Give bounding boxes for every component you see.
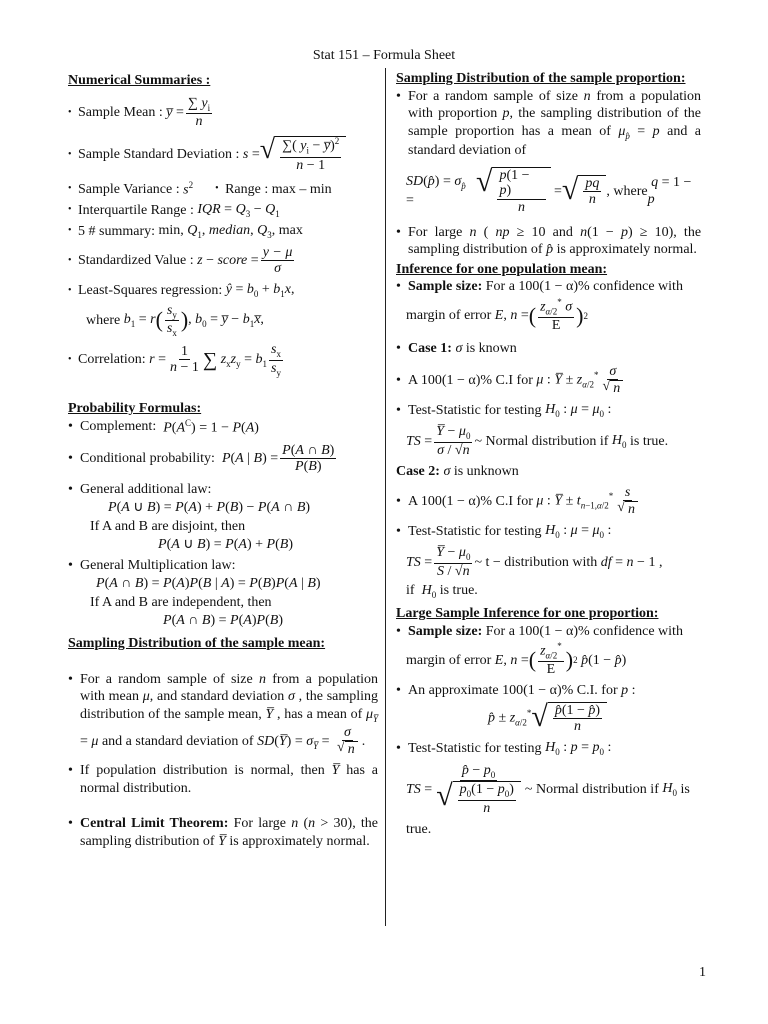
case2-line: Case 2: σ is unknown: [396, 464, 519, 480]
sampling-prop-heading: Sampling Distribution of the sample proportion:: [396, 71, 686, 86]
case2-text: is unknown: [453, 464, 519, 480]
range-label: Range : max – min: [225, 181, 332, 197]
variance-label: Sample Variance :: [78, 181, 180, 197]
lp-ts-formula: TS = p̂ − $p_0$ √ $\frac{p_0(1 - p_0)}{n}$ ~ Normal distribution if $H_0$ is: [406, 762, 690, 816]
ln-text-a: For large: [408, 224, 463, 240]
independent-text: If A and B are independent, then: [90, 595, 272, 611]
lp-ci-line: • An approximate 100(1 − α)% C.I. for p :: [396, 683, 636, 699]
np-text-b: has a normal distribution.: [80, 763, 378, 796]
case1-normal-text: ~ Normal distribution if: [474, 434, 609, 450]
case1-ts-formula: TS = $\frac{Y̅ - \mu_0}{\sigma / √n}$ ~ Normal distribution if $H_0$ is true.: [406, 424, 669, 459]
sp-text-b: from a population with proportion: [408, 88, 702, 121]
page-title: Stat 151 – Formula Sheet: [312, 48, 456, 63]
sp-text-a: For a random sample of size: [408, 88, 578, 104]
sp-text-d: and a standard deviation of: [408, 123, 701, 158]
clt-text-c: is approximately normal.: [229, 833, 370, 849]
case2-ts-text: Test-Statistic for testing: [408, 523, 542, 539]
page-number: 1: [699, 965, 706, 980]
additional-line: • General additional law:: [68, 482, 212, 498]
left-column: [68, 70, 378, 850]
ln-text-b: and: [552, 224, 573, 240]
independent-formula: P(A ∩ B) = P(A)P(B): [163, 612, 283, 628]
right-column: [396, 70, 701, 838]
ln-text-c: ), the sampling distribution of: [408, 224, 702, 258]
clt-para: • Central Limit Theorem: For large n (n > 30), the sampling distribution of Y̅ is approximately normal.: [68, 816, 379, 849]
case2-if-line: if $H_0$ is true.: [406, 582, 478, 600]
case1-line: • Case 1: σ is known: [396, 341, 517, 357]
lp-size-label: Sample size:: [408, 623, 483, 639]
case1-label: Case 1:: [408, 341, 452, 357]
lp-is-text: is: [680, 781, 690, 797]
probability-heading: Probability Formulas:: [68, 401, 202, 417]
im-margin-line: margin of error E, n = ( $\frac{z_{\alpha/2}^* \sigma}{E}$ ) 2: [406, 296, 588, 334]
five-number-line: • 5 # summary: min, $Q_1$, median, $Q_3$, max: [68, 222, 303, 240]
where-b-line: where $b_1 = r$ ( $\frac{s_y}{s_x}$ ) , $b_0$ = y̅ − $b_1x̅$,: [86, 302, 264, 338]
multiplication-line: • General Multiplication law:: [68, 558, 236, 574]
complement-line: • Complement: $P(A^C) = 1 - P(A)$: [68, 417, 259, 436]
sample-mean-label: Sample Mean: [78, 105, 156, 121]
case2-is-true: is true.: [439, 582, 478, 598]
five-number-label: 5 # summary:: [78, 223, 155, 239]
large-n-para: • For large n ( np ≥ 10 and n(1 − p) ≥ 10), the sampling distribution of p̂ is approximately normal.: [396, 224, 702, 258]
standardized-label: Standardized Value :: [78, 253, 194, 269]
case2-ci-line: • A 100(1 − α)% C.I for μ : Y̅ ± $t_{n-1,\alpha/2}^*$ s √ n: [396, 485, 701, 518]
im-sample-size-line: • Sample size: For a 100(1 − α)% confidence with: [396, 279, 683, 295]
where-label: where: [86, 312, 121, 328]
additional-formula: P(A ∪ B) = P(A) + P(B) − P(A ∩ B): [108, 499, 311, 515]
lsr-line: • Least-Squares regression: ŷ = $b_0 + b_1x$,: [68, 282, 295, 300]
standardized-line: • Standardized Value : z − score = $\frac{y - \mu}{\sigma}$: [68, 244, 293, 277]
im-size-text: For a 100(1 − α)% confidence with: [485, 279, 683, 295]
variance-range-line: • Sample Variance : $s^2$ • Range : max – min: [68, 179, 332, 198]
sm-text-f: and a standard deviation of: [101, 733, 254, 749]
ln-text-d: is approximately normal.: [556, 242, 697, 258]
multiplication-formula: P(A ∩ B) = P(A)P(B | A) = P(B)P(A | B): [96, 575, 321, 591]
case2-t-text: ~ t − distribution with: [474, 554, 598, 570]
sample-mean-line: • Sample Mean : y̅ = $\frac{\sum y_i}{n}$: [68, 95, 211, 130]
lp-ci-text: An approximate 100(1 − α)% C.I. for: [408, 683, 618, 699]
case1-text: is known: [465, 341, 517, 357]
sm-text-e: , has a mean of: [276, 706, 363, 722]
lsr-label: Least-Squares regression:: [78, 283, 223, 299]
sampling-mean-para: • For a random sample of size n from a population with mean μ, and standard deviation σ , the sampling distribution of the sample mean, Y̅ , has a mean of $\mu_{Y̅} = \mu$ and a standard deviation of SD(Y̅) = $\sigma_{Y̅}$ = σ √ n .: [68, 671, 379, 758]
disjoint-text: If A and B are disjoint, then: [90, 519, 246, 535]
lp-ts-text: Test-Statistic for testing: [408, 741, 542, 757]
disjoint-formula: P(A ∪ B) = P(A) + P(B): [158, 536, 293, 552]
complement-label: Complement:: [80, 419, 157, 435]
lp-true-text: true.: [406, 821, 432, 837]
lp-normal-text: ~ Normal distribution if: [524, 781, 659, 797]
inference-mean-heading: Inference for one population mean:: [396, 261, 608, 277]
case1-ts-line: • Test-Statistic for testing $H_0$ : $\mu = \mu_0$ :: [396, 402, 612, 420]
iqr-line: • Interquartile Range : IQR = $Q_3 - Q_1$: [68, 201, 280, 219]
column-divider: [385, 68, 386, 926]
lp-margin-line: margin of error E, n = ( $\frac{z_{\alpha/2}^*}{E}$ ) 2 p̂(1 − p̂): [406, 641, 627, 678]
case1-ci-text: A 100(1 − α)% C.I for: [408, 372, 533, 388]
sample-sd-line: • Sample Standard Deviation : s = √ $\frac{\sum( y_i - y̅)^2}{n - 1}$: [68, 136, 378, 173]
sp-text-c: , the sampling distribution of the sample proportion has a mean of: [408, 106, 701, 139]
lp-margin-text: margin of error: [406, 652, 492, 668]
sm-text-c: , and standard deviation: [149, 689, 285, 705]
sample-sd-label: Sample Standard Deviation :: [78, 147, 240, 163]
lp-ts-line: • Test-Statistic for testing $H_0$ : $p = p_0$ :: [396, 740, 612, 758]
sampling-mean-heading: Sampling Distribution of the sample mean:: [68, 636, 326, 652]
multiplication-label: General Multiplication law:: [80, 558, 236, 574]
case2-ts-formula: TS = $\frac{Y̅ - \mu_0}{S / √n}$ ~ t − distribution with df = n − 1 ,: [406, 545, 663, 579]
where-q-label: where: [613, 183, 648, 199]
lp-ci-formula: p̂ ± $z_{\alpha/2}^*$ √ $\frac{p̂(1 - p̂)}{n}$: [396, 702, 701, 735]
im-margin-text: margin of error: [406, 308, 492, 324]
case2-if-text: if: [406, 582, 415, 598]
im-size-label: Sample size:: [408, 279, 483, 295]
large-prop-heading: Large Sample Inference for one proportion:: [396, 606, 659, 622]
sm-text-b: from a population with mean: [80, 671, 379, 705]
sm-text-d: , the sampling distribution of the sample mean,: [80, 689, 379, 722]
numerical-summaries-heading: Numerical Summaries :: [68, 73, 211, 88]
correlation-label: Correlation:: [78, 352, 146, 368]
sd-phat-formula: SD(p̂) = $\sigma_{p̂}$ = √ $\frac{p(1 - p)}{n}$ = √ $\frac{pq}{n}$ , where q = 1 − p: [406, 165, 692, 215]
iqr-label: Interquartile Range :: [78, 202, 194, 218]
case1-ts-text: Test-Statistic for testing: [408, 403, 542, 419]
case1-is-true: is true.: [630, 434, 669, 450]
case2-label: Case 2:: [396, 464, 440, 480]
clt-text-b: , the sampling distribution of: [80, 816, 379, 849]
conditional-line: • Conditional probability: P(A | B) = $\frac{P(A \cap B)}{P(B)}$: [68, 442, 335, 475]
conditional-label: Conditional probability:: [80, 451, 215, 467]
lp-size-text: For a 100(1 − α)% confidence with: [485, 623, 683, 639]
additional-label: General additional law:: [80, 482, 212, 498]
case2-ts-line: • Test-Statistic for testing $H_0$ : $\mu = \mu_0$ :: [396, 523, 612, 540]
sm-text-a: For a random sample of size: [80, 671, 253, 687]
np-text-a: If population distribution is normal, then: [80, 763, 325, 779]
case2-ci-text: A 100(1 − α)% C.I for: [408, 493, 533, 509]
sampling-prop-para: • For a random sample of size n from a population with proportion p, the sampling distribution of the sample proportion has a mean of $\mu_{p̂} = p$ and a standard deviation of: [396, 88, 702, 158]
lp-sample-size-line: • Sample size: For a 100(1 − α)% confidence with: [396, 623, 683, 639]
clt-label: Central Limit Theorem:: [80, 816, 229, 832]
clt-text-a: For large: [233, 816, 287, 832]
case1-ci-line: • A 100(1 − α)% C.I for μ : Y̅ ± $z_{\alpha/2}^*$ σ √ n: [396, 364, 701, 397]
normal-population-para: • If population distribution is normal, then Y̅ has a normal distribution.: [68, 763, 378, 796]
correlation-line: • Correlation: r = $\frac{1}{n - 1}$ ∑ $z_xz_y = b_1$ $\frac{s_x}{s_y}$: [68, 342, 281, 378]
